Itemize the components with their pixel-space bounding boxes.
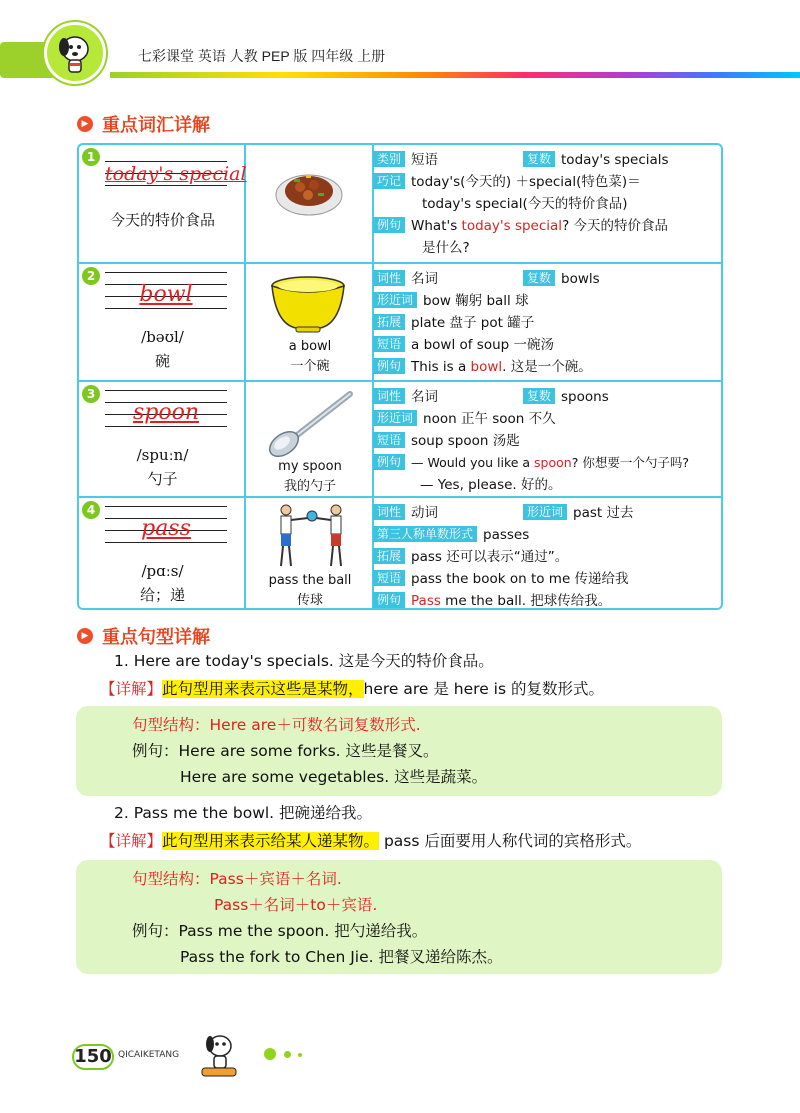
vocab-meaning: 勺子 <box>147 470 178 488</box>
vocab-meaning: 给；递 <box>139 586 185 604</box>
structure-box <box>76 706 722 796</box>
info-cell <box>376 145 721 262</box>
structure-line: Pass＋名词＋to＋宾语. <box>214 896 378 914</box>
row-number-badge: 1 <box>82 148 100 166</box>
mascot-logo <box>44 22 106 84</box>
info-line: 短语 a bowl of soup 一碗汤 <box>373 335 554 355</box>
dog-mascot-icon <box>47 25 103 81</box>
decorative-dot <box>298 1053 302 1057</box>
info-line: 是什么? <box>422 240 470 256</box>
info-cell <box>376 264 721 380</box>
special-dish-icon <box>274 159 344 219</box>
play-circle-icon: ▶ <box>77 116 93 132</box>
vocab-phonetic: /spuːn/ <box>136 446 189 464</box>
vocab-table <box>77 143 723 610</box>
structure-line: 句型结构：Here are＋可数名词复数形式. <box>132 716 421 734</box>
vocab-word: today's special <box>105 163 247 185</box>
info-line: today's special(今天的特价食品) <box>422 196 628 212</box>
picture-caption-en: a bowl <box>288 339 332 354</box>
play-circle-icon: ▶ <box>77 628 93 644</box>
header-rainbow-bar <box>0 32 800 86</box>
example-line: Here are some vegetables. 这些是蔬菜。 <box>180 768 488 786</box>
decorative-dot <box>284 1051 291 1058</box>
book-title: 七彩课堂 英语 人教 PEP 版 四年级 上册 <box>138 48 386 64</box>
footer-brand: QICAIKETANG <box>118 1050 180 1060</box>
picture-caption-en: my spoon <box>278 459 342 474</box>
vocab-row <box>79 496 721 610</box>
vocab-meaning: 碗 <box>154 352 170 370</box>
vocab-phonetic: /bəʊl/ <box>141 328 184 346</box>
vocab-word: bowl <box>139 282 193 307</box>
info-line: 例句 — Would you like a spoon? 你想要一个勺子吗? <box>373 453 689 473</box>
row-number-badge: 2 <box>82 267 100 285</box>
sentence-explanation: 【详解】此句型用来表示这些是某物，here are 是 here is 的复数形式。 <box>100 680 604 698</box>
info-line: 例句 Pass me the ball. 把球传给我。 <box>373 591 611 610</box>
picture-cell <box>246 498 374 610</box>
vocab-word: pass <box>141 516 191 541</box>
section-title-sentences: 重点句型详解 <box>102 627 210 648</box>
key-sentence: 1. Here are today's specials. 这是今天的特价食品。 <box>114 652 494 670</box>
section-title-vocab: 重点词汇详解 <box>102 115 210 136</box>
structure-box <box>76 860 722 974</box>
key-sentence: 2. Pass me the bowl. 把碗递给我。 <box>114 804 373 822</box>
info-line: 形近词 noon 正午 soon 不久 <box>373 409 556 429</box>
info-line: 第三人称单数形式 passes <box>373 525 529 545</box>
dog-mascot-icon <box>196 1030 248 1080</box>
info-line: 词性 动词 形近词 past 过去 <box>373 503 438 523</box>
info-line: — Yes, please. 好的。 <box>420 477 562 493</box>
picture-caption-en: pass the ball <box>268 573 352 588</box>
sentence-explanation: 【详解】此句型用来表示给某人递某物。 pass 后面要用人称代词的宾格形式。 <box>100 832 642 850</box>
vocab-phonetic: /pɑːs/ <box>141 562 184 580</box>
example-line: 例句：Pass me the spoon. 把勺递给我。 <box>132 922 428 940</box>
vocab-meaning: 今天的特价食品 <box>109 211 215 229</box>
structure-line: 句型结构：Pass＋宾语＋名词. <box>132 870 342 888</box>
word-cell <box>79 498 246 610</box>
picture-cell <box>246 382 374 496</box>
info-line: 形近词 bow 鞠躬 ball 球 <box>373 291 529 311</box>
info-line: 类别 短语 复数 today's specials <box>373 150 438 170</box>
vocab-row <box>79 262 721 380</box>
info-line: 拓展 plate 盘子 pot 罐子 <box>373 313 534 333</box>
info-line: 拓展 pass 还可以表示“通过”。 <box>373 547 568 567</box>
picture-cell <box>246 264 374 380</box>
picture-cell <box>246 145 374 262</box>
row-number-badge: 3 <box>82 385 100 403</box>
page-number: 150 <box>72 1044 114 1070</box>
bowl-icon <box>268 274 348 336</box>
info-cell <box>376 382 721 496</box>
vocab-row <box>79 145 721 262</box>
info-line: 短语 soup spoon 汤匙 <box>373 431 520 451</box>
word-cell <box>79 145 246 262</box>
word-cell <box>79 382 246 496</box>
picture-caption-zh: 传球 <box>296 593 323 608</box>
example-line: Pass the fork to Chen Jie. 把餐叉递给陈杰。 <box>180 948 503 966</box>
word-cell <box>79 264 246 380</box>
vocab-word: spoon <box>132 400 200 425</box>
info-line: 短语 pass the book on to me 传递给我 <box>373 569 629 589</box>
spoon-icon <box>266 388 356 458</box>
info-line: 例句 What's today's special? 今天的特价食品 <box>373 216 668 236</box>
vocab-row <box>79 380 721 496</box>
info-line: 例句 This is a bowl. 这是一个碗。 <box>373 357 592 377</box>
info-line: 巧记 today's(今天的) ＋special(特色菜)＝ <box>373 172 641 192</box>
info-cell <box>376 498 721 610</box>
info-line: 词性 名词 复数 spoons <box>373 387 438 407</box>
info-line: 词性 名词 复数 bowls <box>373 269 438 289</box>
decorative-dot <box>264 1048 276 1060</box>
pass-ball-icon <box>274 502 348 572</box>
picture-caption-zh: 我的勺子 <box>283 479 336 494</box>
picture-caption-zh: 一个碗 <box>290 359 330 374</box>
row-number-badge: 4 <box>82 501 100 519</box>
example-line: 例句：Here are some forks. 这些是餐叉。 <box>132 742 439 760</box>
